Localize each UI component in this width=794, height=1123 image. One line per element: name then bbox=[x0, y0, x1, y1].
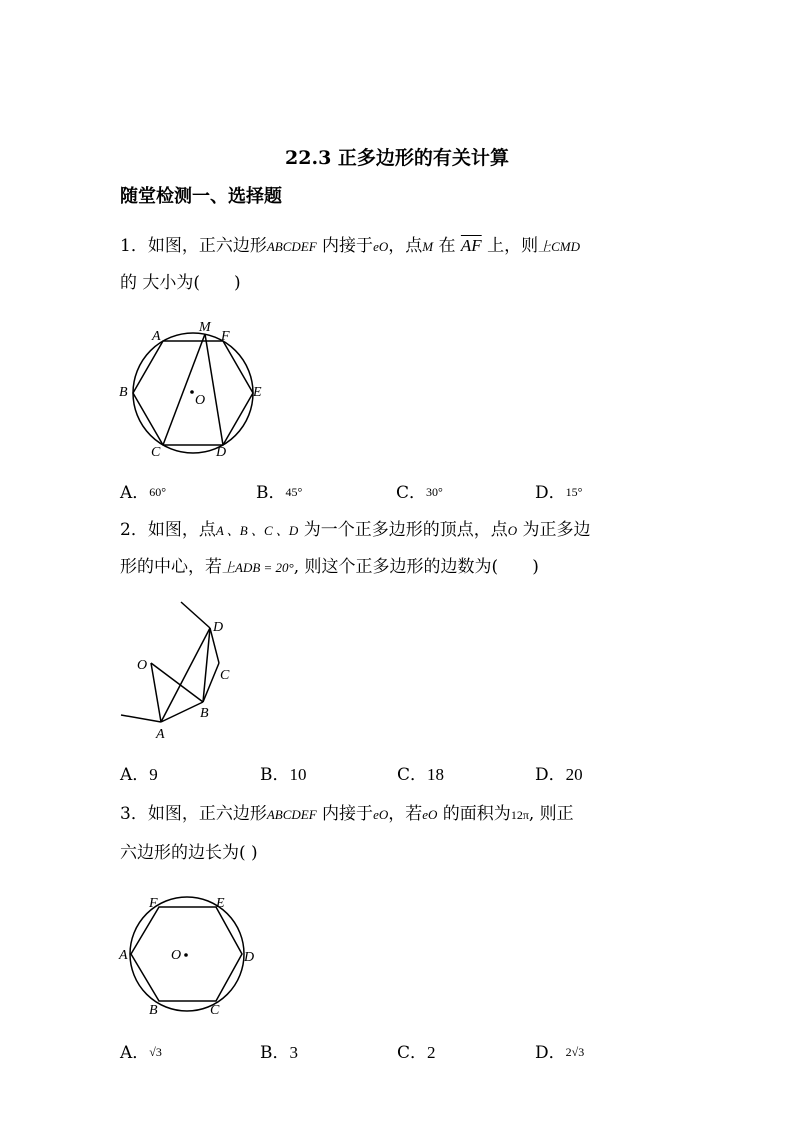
q1-point-m: M bbox=[422, 239, 434, 254]
q3-text: 内接于 bbox=[316, 804, 374, 824]
q1-text: 内接于 bbox=[316, 236, 374, 256]
q1-line-mc bbox=[163, 334, 205, 445]
option-value: 3 bbox=[289, 1043, 298, 1062]
q1-label-d: D bbox=[216, 445, 227, 460]
q1-arc: $\overline{AF}$ bbox=[460, 236, 482, 255]
q2-label-c: C bbox=[220, 668, 230, 683]
q3-option-b[interactable] bbox=[260, 1038, 298, 1063]
q3-option-d[interactable] bbox=[535, 1038, 584, 1063]
q3-text: 的面积为 bbox=[437, 804, 511, 824]
q2-angle: 上ADB = 20° bbox=[222, 560, 294, 575]
q3-text: , 则正 bbox=[528, 804, 574, 824]
q1-figure bbox=[115, 315, 275, 465]
option-letter: A． bbox=[120, 483, 150, 503]
section-heading: 随堂检测一、选择题 bbox=[120, 186, 282, 207]
q3-label-c: C bbox=[210, 1003, 220, 1018]
q1-option-d[interactable] bbox=[535, 478, 582, 503]
q3-label-a: A bbox=[119, 948, 128, 963]
q2-option-c[interactable] bbox=[397, 760, 444, 785]
q1-line-md bbox=[205, 334, 223, 445]
q1-label-b: B bbox=[119, 385, 128, 400]
q3-number: 3．如图，正六边形 bbox=[120, 804, 267, 824]
q2-option-b[interactable] bbox=[260, 760, 307, 785]
option-value: 30° bbox=[426, 485, 443, 499]
q1-label-f: F bbox=[221, 329, 230, 344]
q2-edge-ext bbox=[181, 602, 210, 628]
q2-label-b: B bbox=[200, 706, 209, 721]
q1-text-line1 bbox=[120, 233, 580, 260]
option-letter: D． bbox=[535, 1043, 566, 1063]
q2-text-line2 bbox=[120, 554, 539, 581]
q2-line-oa bbox=[151, 663, 161, 722]
q3-center-dot bbox=[184, 953, 188, 957]
q2-edge-ext2 bbox=[121, 715, 161, 722]
option-value: 45° bbox=[285, 485, 303, 499]
option-value: 18 bbox=[427, 765, 445, 784]
option-letter: C． bbox=[396, 483, 427, 503]
option-letter: C． bbox=[397, 1043, 428, 1063]
q2-text: , 则这个正多边形的边数为( ) bbox=[293, 557, 539, 577]
option-value: √3 bbox=[149, 1045, 162, 1059]
q1-circle: eO bbox=[373, 239, 389, 254]
q2-text: 为一个正多边形的顶点，点 bbox=[298, 520, 508, 540]
q1-center-dot bbox=[190, 390, 194, 394]
q3-text-line1 bbox=[120, 801, 574, 828]
q2-figure bbox=[115, 595, 250, 745]
option-letter: C． bbox=[397, 765, 428, 785]
q1-text: 上，则 bbox=[481, 236, 539, 256]
q3-label-o: O bbox=[171, 948, 182, 963]
q2-label-d: D bbox=[213, 620, 224, 635]
option-letter: B． bbox=[256, 483, 286, 503]
q1-label-c: C bbox=[151, 445, 161, 460]
q2-option-d[interactable] bbox=[535, 760, 583, 785]
q2-line-ob bbox=[151, 663, 203, 702]
q2-text: 为正多边 bbox=[517, 520, 591, 540]
q2-number: 2．如图，点 bbox=[120, 520, 216, 540]
q2-label-o: O bbox=[137, 658, 148, 673]
q3-text: ，若 bbox=[388, 804, 423, 824]
option-value: 20 bbox=[565, 765, 583, 784]
q3-polygon: ABCDEF bbox=[266, 807, 317, 822]
q3-figure bbox=[115, 888, 265, 1023]
q2-text: 形的中心，若 bbox=[120, 557, 222, 577]
q1-polygon: ABCDEF bbox=[266, 239, 317, 254]
q2-option-a[interactable] bbox=[120, 760, 158, 785]
q3-option-c[interactable] bbox=[397, 1038, 436, 1063]
q3-text-line2: 六边形的边长为( ) bbox=[120, 843, 258, 863]
q1-text: ，点 bbox=[388, 236, 423, 256]
option-value: 2√3 bbox=[565, 1045, 585, 1059]
q1-angle: 上CMD bbox=[538, 239, 580, 254]
q2-edge-ba bbox=[161, 702, 203, 722]
q2-label-a: A bbox=[156, 727, 165, 742]
option-letter: D． bbox=[535, 765, 566, 785]
q3-area: 12π bbox=[510, 808, 529, 822]
q3-label-e: E bbox=[216, 896, 225, 911]
option-letter: B． bbox=[260, 765, 290, 785]
q2-points: A 、B 、C 、D bbox=[215, 523, 299, 538]
page-title: 22.3 正多边形的有关计算 bbox=[285, 147, 509, 169]
q1-option-b[interactable] bbox=[256, 478, 302, 503]
q1-text-line2: 的 大小为( ) bbox=[120, 273, 241, 293]
q3-label-d: D bbox=[244, 950, 255, 965]
q3-circle-2: eO bbox=[422, 807, 438, 822]
q1-label-a: A bbox=[152, 329, 161, 344]
q2-text-line1 bbox=[120, 517, 591, 544]
q1-label-e: E bbox=[253, 385, 262, 400]
option-value: 15° bbox=[565, 485, 583, 499]
q1-number: 1．如图，正六边形 bbox=[120, 236, 267, 256]
q1-label-m: M bbox=[199, 320, 211, 335]
q3-label-f: F bbox=[149, 896, 158, 911]
q3-label-b: B bbox=[149, 1003, 158, 1018]
q1-option-c[interactable] bbox=[396, 478, 443, 503]
q3-option-a[interactable] bbox=[120, 1038, 162, 1063]
q3-circle: eO bbox=[373, 807, 389, 822]
option-letter: B． bbox=[260, 1043, 290, 1063]
q1-label-o: O bbox=[195, 393, 206, 408]
q2-center: O bbox=[507, 523, 518, 538]
option-value: 10 bbox=[289, 765, 307, 784]
q1-text: 在 bbox=[433, 236, 461, 256]
option-value: 9 bbox=[149, 765, 158, 784]
option-value: 2 bbox=[427, 1043, 436, 1062]
option-letter: D． bbox=[535, 483, 566, 503]
q1-option-a[interactable] bbox=[120, 478, 166, 503]
option-letter: A． bbox=[120, 1043, 150, 1063]
option-value: 60° bbox=[149, 485, 167, 499]
option-letter: A． bbox=[120, 765, 150, 785]
